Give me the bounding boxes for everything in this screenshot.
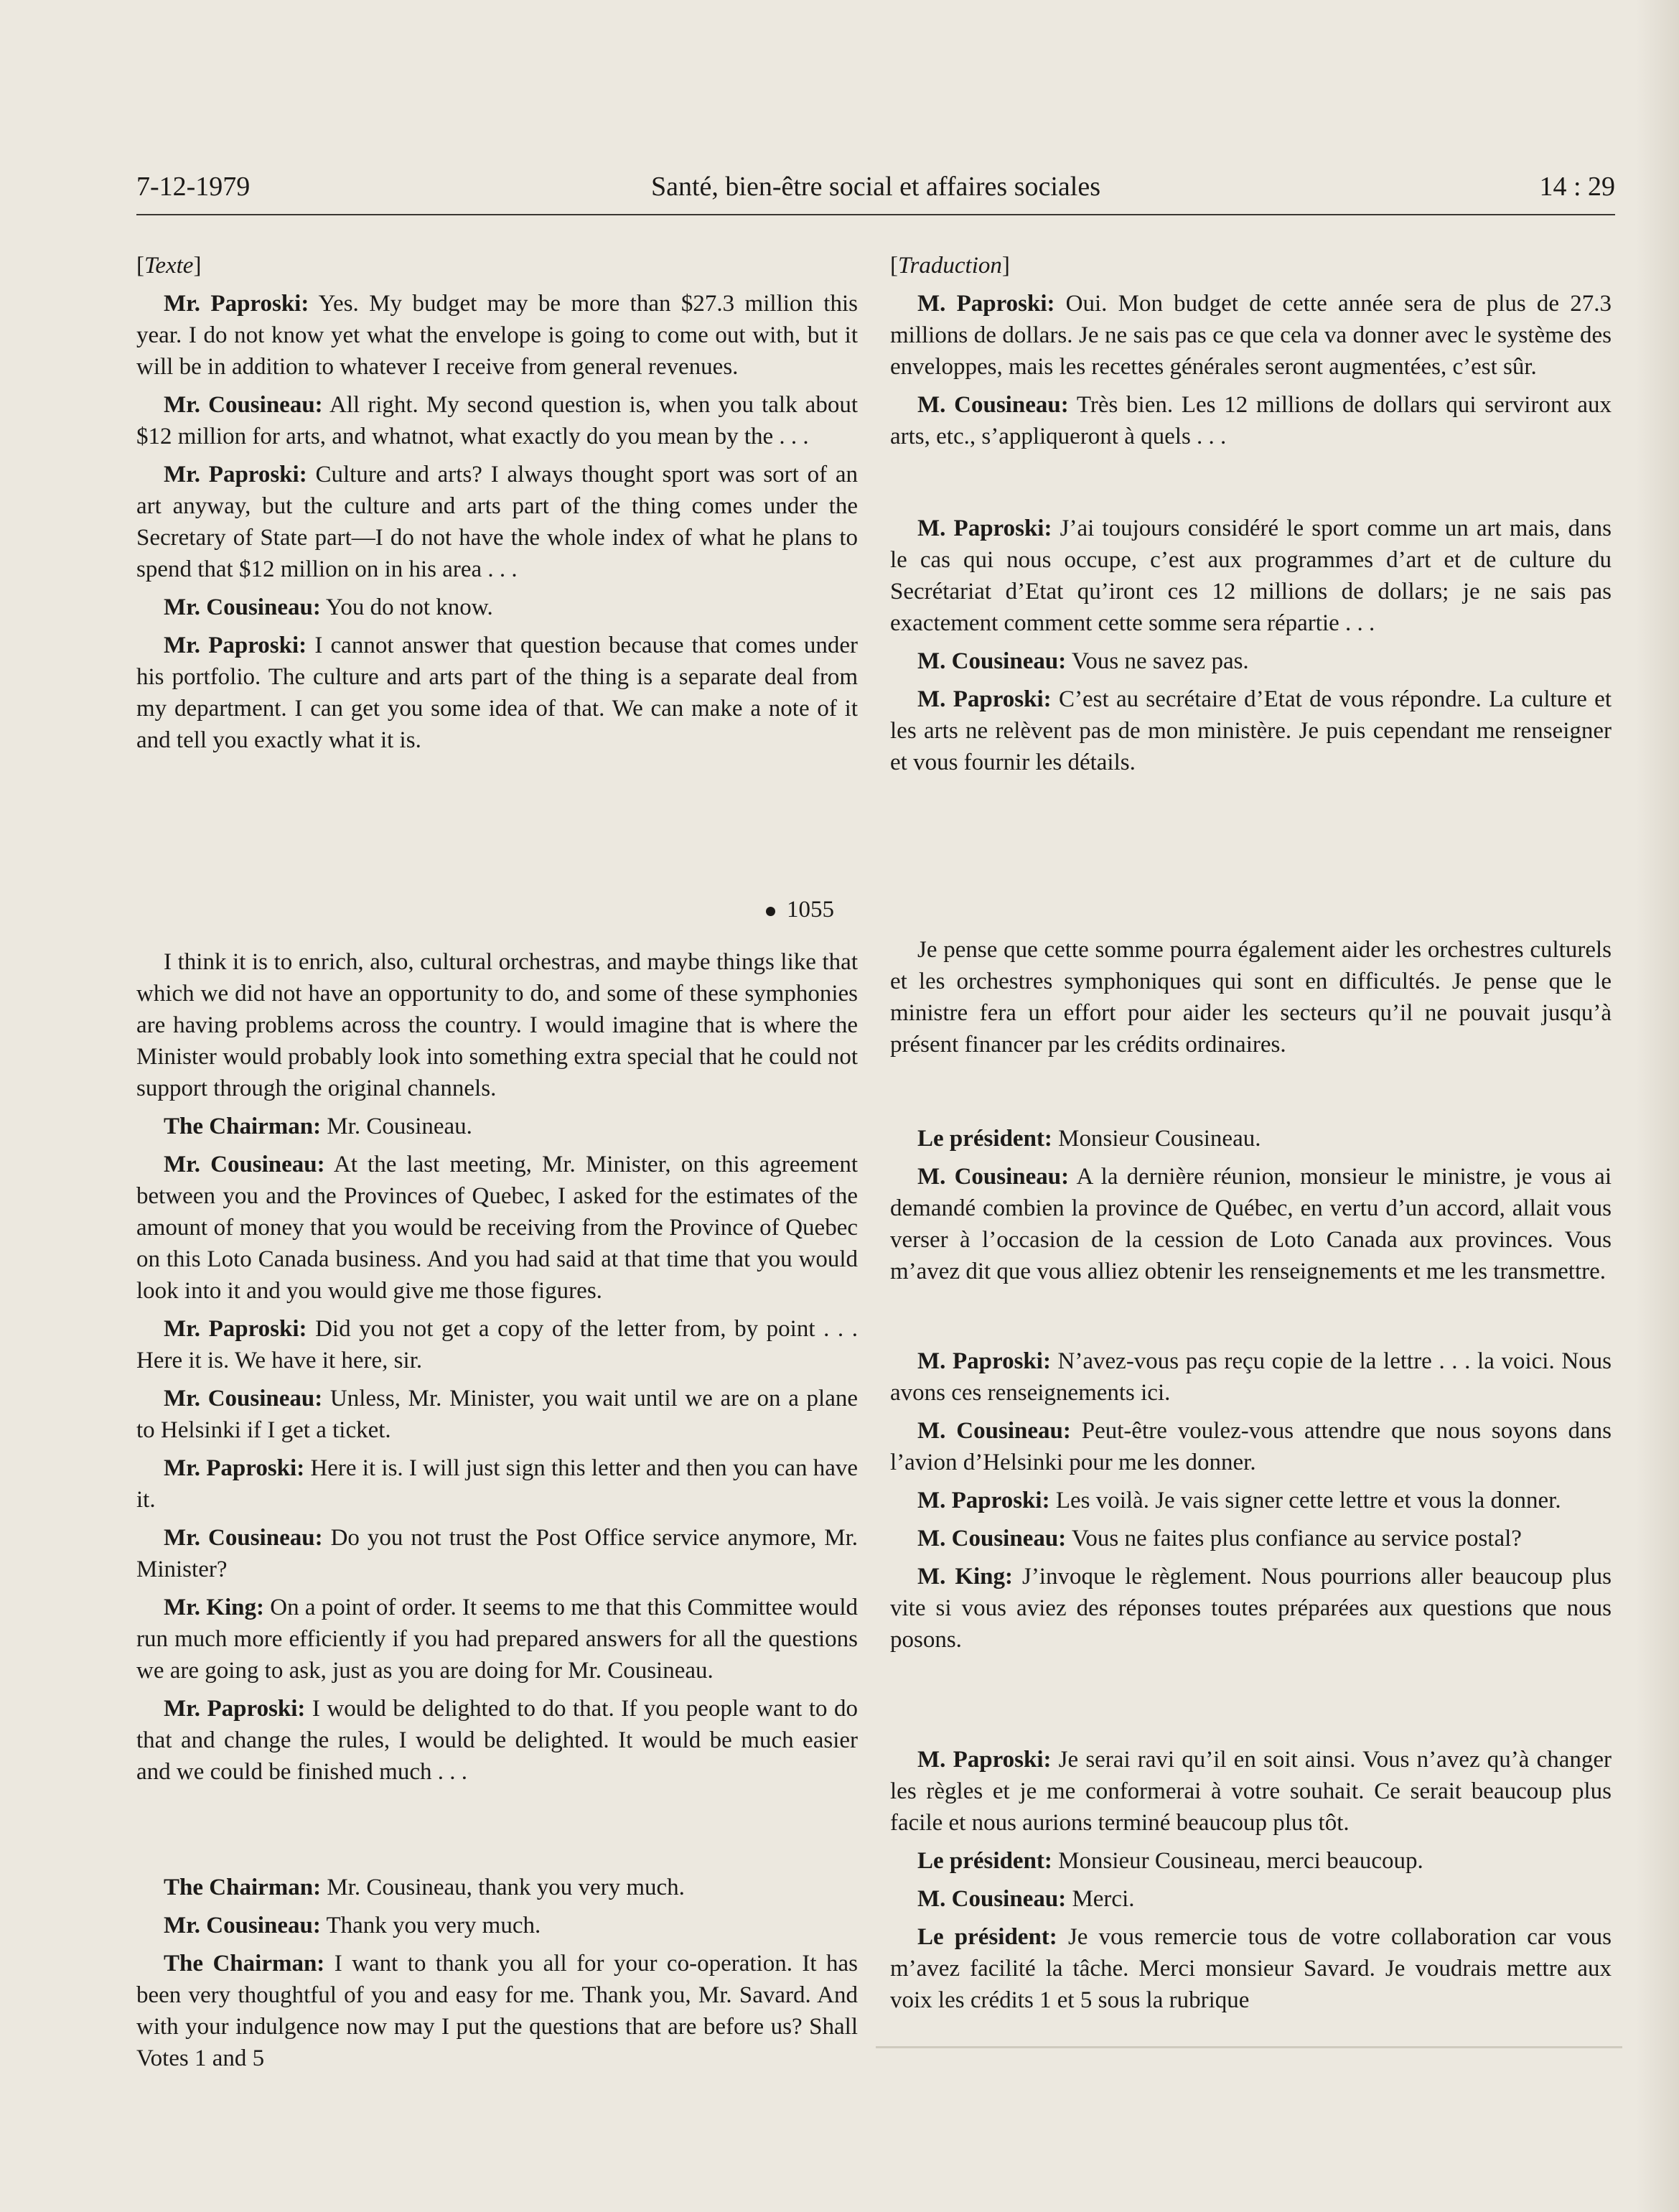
speech-text: Peut-être voulez-vous attendre que nous soyons dans l’avion d’Helsinki pour me les donner.	[890, 1418, 1612, 1475]
speech-text: I want to thank you all for your co-operation. It has been very thoughtful of you and easy for me. Thank you, Mr. Savard. And with your indulgence now may I put the questions that are before us? Shall Votes 1 and 5	[136, 1951, 858, 2071]
speech-text: Do you not trust the Post Office service anymore, Mr. Minister?	[136, 1525, 858, 1582]
speech-text: On a point of order. It seems to me that this Committee would run much more efficiently if you had prepared answers for all the questions we are going to ask, just as you are doing for Mr. Cousineau.	[136, 1595, 858, 1684]
speech-paragraph	[136, 1383, 858, 1446]
speech-text: Très bien. Les 12 millions de dollars qui serviront aux arts, etc., s’appliqueront à quels . . .	[890, 392, 1612, 449]
right-column-block4	[890, 1123, 1612, 1294]
speech-text: You do not know.	[320, 594, 493, 620]
speech-paragraph	[136, 1948, 858, 2074]
speech-paragraph	[890, 1845, 1612, 1877]
speech-text: Mr. Cousineau, thank you very much.	[321, 1875, 685, 1900]
speech-paragraph	[890, 683, 1612, 778]
left-block3-paragraphs	[136, 1872, 858, 2074]
header-rule	[136, 214, 1615, 215]
right-block4-paragraphs	[890, 1123, 1612, 1287]
speech-text: Monsieur Cousineau, merci beaucoup.	[1052, 1848, 1423, 1874]
speech-paragraph	[890, 288, 1612, 383]
speech-text: C’est au secrétaire d’Etat de vous répondre. La culture et les arts ne relèvent pas de mon ministère. Je puis cependant me renseigner et vous fournir les détails.	[890, 686, 1612, 775]
speaker-name: M. Cousineau:	[917, 1418, 1071, 1444]
time-marker: 1055	[766, 894, 834, 925]
speaker-name: M. Cousineau:	[917, 1526, 1067, 1551]
speaker-name: The Chairman:	[164, 1114, 322, 1139]
speaker-name: Mr. Cousineau:	[164, 392, 323, 418]
speech-text: Monsieur Cousineau.	[1052, 1126, 1261, 1152]
bullet-icon	[766, 907, 775, 916]
speaker-name: M. Cousineau:	[917, 392, 1069, 418]
speech-text: Yes. My budget may be more than $27.3 million this year. I do not know yet what the envelope is going to come out with, but it will be in addition to whatever I receive from general revenues.	[136, 291, 858, 380]
speech-paragraph	[136, 459, 858, 585]
right-label: [Traduction]	[890, 253, 1010, 279]
speech-paragraph	[136, 592, 858, 623]
speaker-name: Mr. Paproski:	[164, 462, 307, 487]
speech-text: Mr. Cousineau.	[321, 1114, 472, 1139]
speaker-name: M. Cousineau:	[917, 648, 1067, 674]
speech-paragraph	[890, 1523, 1612, 1554]
left-column-block3	[136, 1872, 858, 2081]
header-title: Santé, bien-être social et affaires sociales	[650, 172, 1101, 202]
speaker-name: M. Paproski:	[917, 1747, 1052, 1773]
speech-text: I would be delighted to do that. If you people want to do that and change the rules, I would be delighted. It would be much easier and we could be finished much . . .	[136, 1696, 858, 1785]
speaker-name: Mr. Paproski:	[164, 1696, 306, 1722]
right-block5-paragraphs	[890, 1345, 1612, 1656]
left-label: [Texte]	[136, 253, 202, 279]
speaker-name: M. Paproski:	[917, 686, 1052, 712]
left-column-block1	[136, 250, 858, 762]
speaker-name: Mr. Paproski:	[164, 1316, 307, 1342]
speech-paragraph	[136, 946, 858, 1104]
right-column-block6	[890, 1744, 1612, 2022]
speech-paragraph	[890, 1161, 1612, 1287]
speech-paragraph	[136, 1111, 858, 1142]
page-header	[136, 171, 1615, 214]
speech-text: At the last meeting, Mr. Minister, on this agreement between you and the Provinces of Quebec, I asked for the estimates of the amount of money that you would be receiving from the Province of Quebec on this Loto Canada business. And you had said at that time that you would look into it and you would give me those figures.	[136, 1152, 858, 1304]
speaker-name: M. Cousineau:	[917, 1164, 1070, 1190]
speaker-name: Mr. Paproski:	[164, 633, 307, 658]
right-block6-paragraphs	[890, 1744, 1612, 2016]
speech-paragraph	[890, 1921, 1612, 2016]
header-date: 7-12-1979	[136, 172, 251, 202]
speech-text: Did you not get a copy of the letter from, by point . . . Here it is. We have it here, sir.	[136, 1316, 858, 1373]
speech-paragraph	[890, 1744, 1612, 1839]
speaker-name: The Chairman:	[164, 1951, 325, 1977]
left-block2-paragraphs	[136, 946, 858, 1788]
speaker-name: M. Paproski:	[917, 291, 1055, 317]
speech-text: A la dernière réunion, monsieur le ministre, je vous ai demandé combien la province de Québec, en vertu d’un accord, allait vous verser à l’occasion de la cession de Loto Canada aux provinces. Vous m’avez dit que vous alliez obtenir les renseignements et me les transmettre.	[890, 1164, 1612, 1284]
right-block1-paragraphs	[890, 288, 1612, 452]
speech-paragraph	[890, 513, 1612, 639]
speech-paragraph	[890, 389, 1612, 452]
speech-paragraph	[136, 1872, 858, 1903]
speaker-name: Mr. Paproski:	[164, 291, 309, 317]
speech-paragraph	[136, 1522, 858, 1585]
speech-paragraph	[136, 1910, 858, 1941]
speech-paragraph	[890, 1415, 1612, 1478]
speech-text: J’ai toujours considéré le sport comme un art mais, dans le cas qui nous occupe, c’est aux programmes d’art et de culture du Secrétariat d’Etat qu’iront ces 12 millions de dollars; je ne sais pas exactement comment cette somme sera répartie . . .	[890, 515, 1612, 636]
speech-text: Les voilà. Je vais signer cette lettre et vous la donner.	[1049, 1488, 1561, 1513]
speech-paragraph	[136, 1592, 858, 1686]
bottom-shadow	[876, 2046, 1622, 2048]
left-column-block2	[136, 946, 858, 1794]
speaker-name: Mr. Cousineau:	[164, 1386, 323, 1411]
speaker-name: The Chairman:	[164, 1875, 322, 1900]
speech-text: Here it is. I will just sign this letter and then you can have it.	[136, 1455, 858, 1513]
speaker-name: Mr. Cousineau:	[164, 1525, 323, 1551]
right-column-block2	[890, 513, 1612, 785]
speech-paragraph	[136, 1452, 858, 1516]
speech-paragraph	[890, 1883, 1612, 1915]
speech-text: Oui. Mon budget de cette année sera de plus de 27.3 millions de dollars. Je ne sais pas ce que cela va donner avec le système des enveloppes, mais les recettes générales seront augmentées, c’est sûr.	[890, 291, 1612, 380]
speech-text: Je vous remercie tous de votre collaboration car vous m’avez facilité la tâche. Merci monsieur Savard. Je voudrais mettre aux voix les crédits 1 et 5 sous la rubrique	[890, 1924, 1612, 2013]
speech-paragraph	[890, 645, 1612, 677]
scan-edge-shadow	[1636, 0, 1679, 2212]
speech-text: Je pense que cette somme pourra également aider les orchestres culturels et les orchestres symphoniques qui sont en difficultés. Je pense que le ministre fera un effort pour aider les secteurs qu’il ne pouvait jusqu’à présent financer par les crédits ordinaires.	[890, 937, 1612, 1058]
speech-paragraph	[890, 1485, 1612, 1516]
speaker-name: M. King:	[917, 1564, 1014, 1590]
speech-text: N’avez-vous pas reçu copie de la lettre . . . la voici. Nous avons ces renseignements ici.	[890, 1348, 1612, 1406]
speaker-name: M. Paproski:	[917, 1348, 1051, 1374]
speech-paragraph	[890, 1123, 1612, 1154]
speech-paragraph	[136, 630, 858, 756]
right-column-block3	[890, 934, 1612, 1067]
speaker-name: M. Paproski:	[917, 515, 1052, 541]
speech-text: Culture and arts? I always thought sport was sort of an art anyway, but the culture and arts part of the thing comes under the Secretary of State part—I do not have the whole index of what he plans to spend that $12 million on in his area . . .	[136, 462, 858, 582]
speaker-name: M. Paproski:	[917, 1488, 1050, 1513]
speech-text: Vous ne faites plus confiance au service postal?	[1066, 1526, 1522, 1551]
speech-text: Je serai ravi qu’il en soit ainsi. Vous n’avez qu’à changer les règles et je me conformerai à votre souhait. Ce serait beaucoup plus facile et nous aurions terminé beaucoup plus tôt.	[890, 1747, 1612, 1836]
speaker-name: Le président:	[917, 1924, 1057, 1950]
speech-paragraph	[136, 1693, 858, 1788]
speech-paragraph	[890, 1561, 1612, 1656]
header-page-number: 14 : 29	[1539, 172, 1615, 202]
speech-paragraph	[136, 1313, 858, 1376]
speech-paragraph	[890, 934, 1612, 1060]
speaker-name: Le président:	[917, 1848, 1052, 1874]
speaker-name: Mr. Cousineau:	[164, 594, 321, 620]
speaker-name: Le président:	[917, 1126, 1052, 1152]
speech-text: Merci.	[1066, 1886, 1135, 1912]
speech-text: Thank you very much.	[320, 1913, 541, 1938]
speech-paragraph	[890, 1345, 1612, 1409]
speech-text: I cannot answer that question because that comes under his portfolio. The culture and arts part of the thing is a separate deal from my department. I can get you some idea of that. We can make a note of it and tell you exactly what it is.	[136, 633, 859, 753]
speech-paragraph	[136, 288, 858, 383]
right-block3-paragraphs	[890, 934, 1612, 1060]
right-block2-paragraphs	[890, 513, 1612, 778]
speech-text: J’invoque le règlement. Nous pourrions aller beaucoup plus vite si vous aviez des réponses toutes préparées aux questions que nous posons.	[890, 1564, 1612, 1653]
speaker-name: M. Cousineau:	[917, 1886, 1067, 1912]
speech-paragraph	[136, 389, 858, 452]
speaker-name: Mr. Cousineau:	[164, 1913, 321, 1938]
right-column-block1	[890, 250, 1612, 459]
speaker-name: Mr. Paproski:	[164, 1455, 305, 1481]
speech-text: Unless, Mr. Minister, you wait until we are on a plane to Helsinki if I get a ticket.	[136, 1386, 858, 1443]
speaker-name: Mr. Cousineau:	[164, 1152, 325, 1177]
left-block1-paragraphs	[136, 288, 858, 756]
speaker-name: Mr. King:	[164, 1595, 264, 1620]
speech-text: I think it is to enrich, also, cultural orchestras, and maybe things like that which we did not have an opportunity to do, and some of these symphonies are having problems across the country. I would imagine that is where the Minister would probably look into something extra special that he could not support through the original channels.	[136, 949, 858, 1101]
speech-paragraph	[136, 1149, 858, 1307]
speech-text: All right. My second question is, when you talk about $12 million for arts, and whatnot, what exactly do you mean by the . . .	[136, 392, 858, 449]
speech-text: Vous ne savez pas.	[1066, 648, 1249, 674]
right-column-block5	[890, 1345, 1612, 1662]
